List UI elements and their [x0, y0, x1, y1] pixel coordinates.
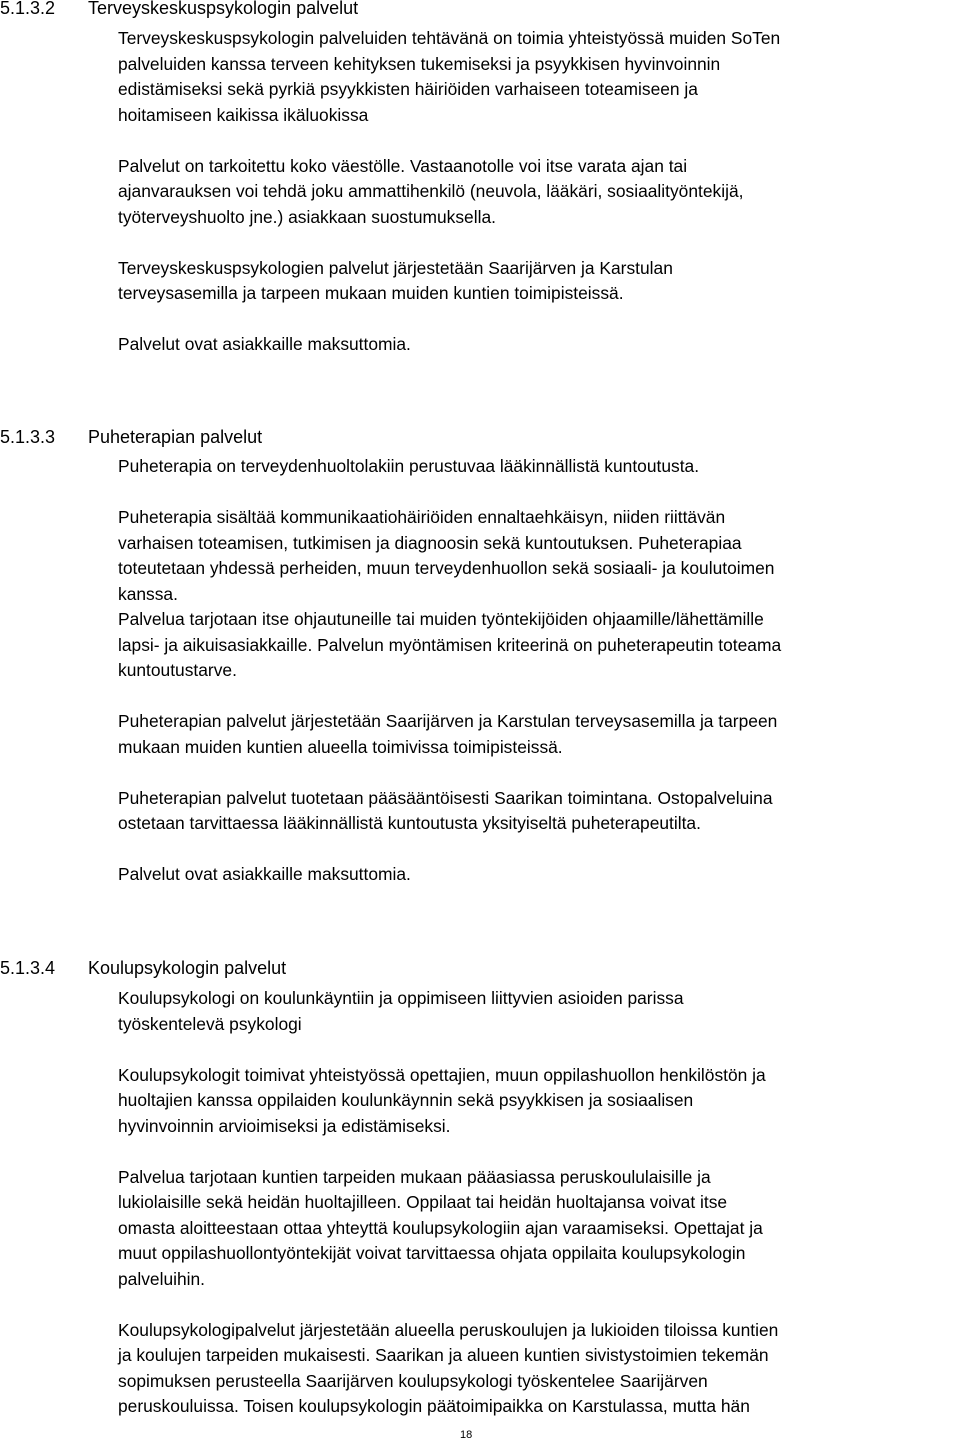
text-line: ostetaan tarvittaessa lääkinnällistä kuntoutusta yksityiseltä puheterapeutilta.: [118, 813, 701, 833]
text-line: edistämiseksi sekä pyrkiä psyykkisten häiriöiden varhaiseen toteamiseen ja: [118, 79, 698, 99]
text-line: omasta aloitteestaan ottaa yhteyttä koulupsykologiin ajan varaamiseksi. Opettajat ja: [118, 1217, 763, 1238]
text-line: ajanvarauksen voi tehdä joku ammattihenkilö (neuvola, lääkäri, sosiaalityöntekijä,: [118, 181, 744, 201]
text-line: työskentelevä psykologi: [118, 1013, 302, 1034]
paragraph: [118, 1318, 948, 1420]
text-line: Palvelut on tarkoitettu koko väestölle. Vastaanotolle voi itse varata ajan tai: [118, 155, 688, 176]
text-line: Koulupsykologi on koulunkäyntiin ja oppimiseen liittyvien asioiden parissa: [118, 988, 684, 1008]
text-line: lapsi- ja aikuisasiakkaille. Palvelun myöntämisen kriteerinä on puheterapeutin toteama: [118, 634, 782, 655]
paragraph: [118, 505, 948, 684]
text-line: lukiolaisille sekä heidän huoltajilleen. Oppilaat tai heidän huoltajansa voivat itse: [118, 1192, 728, 1212]
paragraph: [118, 454, 948, 480]
text-line: Palvelut ovat asiakkaille maksuttomia.: [118, 334, 411, 354]
paragraph: [118, 154, 948, 231]
text-line: sopimuksen perusteella Saarijärven koulupsykologi työskentelee Saarijärven: [118, 1370, 708, 1391]
text-line: hyvinvoinnin arvioimiseksi ja edistämiseksi.: [118, 1115, 451, 1136]
text-line: hoitamiseen kaikissa ikäluokissa: [118, 104, 369, 125]
text-line: Palvelua tarjotaan itse ohjautuneille tai muiden työntekijöiden ohjaamille/lähettämille: [118, 609, 764, 629]
text-line: terveysasemilla ja tarpeen mukaan muiden kuntien toimipisteissä.: [118, 283, 624, 303]
text-line: muut oppilashuollontyöntekijät voivat tarvittaessa ohjata oppilaita koulupsykologin: [118, 1243, 746, 1263]
paragraph: [118, 332, 948, 358]
text-line: peruskouluissa. Toisen koulupsykologin päätoimipaikka on Karstulassa, mutta hän: [118, 1396, 750, 1416]
text-line: ja koulujen tarpeiden mukaisesti. Saarikan ja alueen kuntien sivistystoimien tekemän: [118, 1345, 769, 1365]
section-body: [118, 986, 948, 1420]
text-line: huoltajien kanssa oppilaiden koulunkäynnin sekä psyykkisen ja sosiaalisen: [118, 1090, 694, 1110]
paragraph: [118, 862, 948, 888]
text-line: kuntoutustarve.: [118, 660, 237, 680]
text-line: Puheterapian palvelut järjestetään Saarijärven ja Karstulan terveysasemilla ja tarpeen: [118, 711, 778, 731]
section-title: Terveyskeskuspsykologin palvelut: [88, 0, 359, 18]
paragraph: [118, 1165, 948, 1293]
text-line: Terveyskeskuspsykologien palvelut järjestetään Saarijärven ja Karstulan: [118, 257, 673, 278]
text-line: Koulupsykologit toimivat yhteistyössä opettajien, muun oppilashuollon henkilöstön ja: [118, 1064, 766, 1085]
text-line: Palvelua tarjotaan kuntien tarpeiden mukaan pääasiassa peruskoululaisille ja: [118, 1166, 711, 1187]
section-body: [118, 454, 948, 888]
paragraph: [118, 1063, 948, 1140]
paragraph: [118, 709, 948, 760]
text-line: toteutetaan yhdessä perheiden, muun terveydenhuollon sekä sosiaali- ja koulutoimen: [118, 558, 775, 578]
text-line: mukaan muiden kuntien alueella toimivissa toimipisteissä.: [118, 736, 563, 757]
section-number: 5.1.3.3: [0, 427, 56, 447]
text-line: varhaisen toteamisen, tutkimisen ja diagnoosin sekä kuntoutuksen. Puheterapiaa: [118, 532, 742, 553]
text-line: Koulupsykologipalvelut järjestetään alueella peruskoulujen ja lukioiden tiloissa kuntien: [118, 1319, 779, 1340]
text-line: Palvelut ovat asiakkaille maksuttomia.: [118, 864, 411, 884]
section-number: 5.1.3.4: [0, 958, 56, 978]
section-number: 5.1.3.2: [0, 0, 56, 18]
text-line: Terveyskeskuspsykologin palveluiden tehtävänä on toimia yhteistyössä muiden SoTen: [118, 28, 781, 48]
paragraph: [118, 256, 948, 307]
page-number: 18: [460, 1429, 473, 1441]
section-title: Puheterapian palvelut: [88, 427, 263, 447]
paragraph: [118, 786, 948, 837]
text-line: Puheterapian palvelut tuotetaan pääsääntöisesti Saarikan toimintana. Ostopalveluina: [118, 787, 773, 808]
section-body: [118, 26, 948, 358]
text-line: palveluihin.: [118, 1268, 206, 1289]
paragraph: [118, 26, 948, 128]
text-line: palveluiden kanssa terveen kehityksen tukemiseksi ja psyykkisen hyvinvoinnin: [118, 53, 721, 74]
text-line: kanssa.: [118, 583, 178, 604]
text-line: Puheterapia on terveydenhuoltolakiin perustuvaa lääkinnällistä kuntoutusta.: [118, 456, 700, 476]
text-line: työterveyshuolto jne.) asiakkaan suostumuksella.: [118, 206, 496, 227]
text-line: Puheterapia sisältää kommunikaatiohäiriöiden ennaltaehkäisyn, niiden riittävän: [118, 507, 726, 527]
paragraph: [118, 986, 948, 1037]
section-title: Koulupsykologin palvelut: [88, 958, 287, 978]
